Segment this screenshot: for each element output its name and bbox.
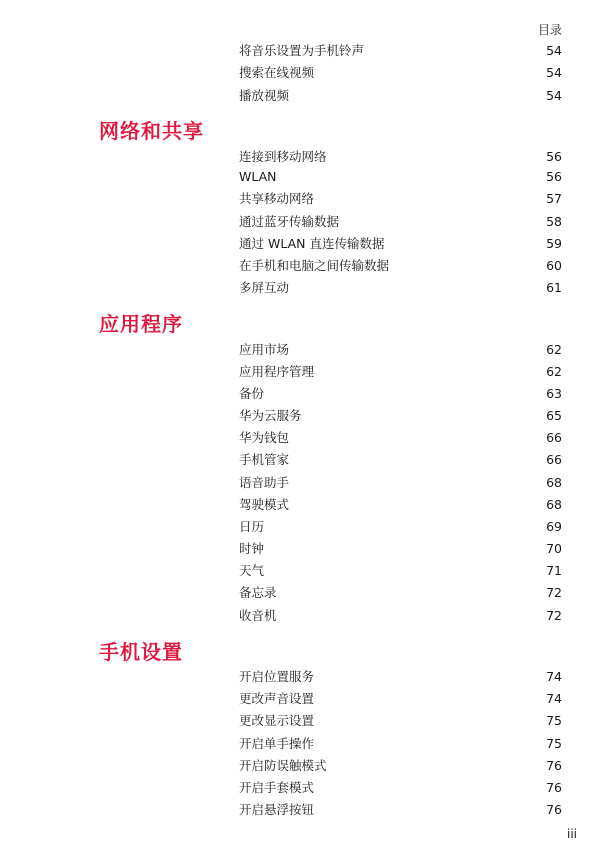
toc-entry-title: 时钟 (239, 541, 265, 556)
toc-entry-page: 66 (546, 451, 562, 467)
toc-entry-title: 将音乐设置为手机铃声 (239, 43, 365, 58)
toc-entry-page: 54 (546, 42, 562, 58)
toc-entry-page: 71 (546, 562, 562, 578)
toc-entry[interactable] (239, 211, 562, 231)
toc-entry-title: 日历 (239, 519, 265, 534)
toc-entry-title: 更改声音设置 (239, 691, 315, 706)
toc-entry[interactable] (239, 85, 562, 105)
toc-entry-title: 天气 (239, 563, 265, 578)
toc-entry[interactable] (239, 339, 562, 359)
toc-entry-title: 驾驶模式 (239, 497, 290, 512)
toc-entry-title: WLAN (239, 168, 277, 184)
toc-entry-page: 60 (546, 257, 562, 273)
toc-entry-page: 56 (546, 168, 562, 184)
toc-entry-page: 75 (546, 712, 562, 728)
toc-entry-page: 72 (546, 584, 562, 600)
toc-entry[interactable] (239, 755, 562, 775)
toc-entry[interactable] (239, 427, 562, 447)
toc-entry[interactable] (239, 666, 562, 686)
toc-entry-title: 搜索在线视频 (239, 65, 315, 80)
toc-entry-title: 播放视频 (239, 88, 290, 103)
toc-entry[interactable] (239, 799, 562, 819)
toc-entry-title: 连接到移动网络 (239, 149, 327, 164)
toc-entry-title: 应用市场 (239, 342, 290, 357)
toc-entry[interactable] (239, 188, 562, 208)
toc-entry[interactable] (239, 383, 562, 403)
toc-entry-page: 65 (546, 407, 562, 423)
toc-entry[interactable] (239, 255, 562, 275)
toc-entry[interactable] (239, 472, 562, 492)
toc-entry-title: 备份 (239, 386, 265, 401)
toc-entry[interactable] (239, 560, 562, 580)
toc-entry-page: 54 (546, 64, 562, 80)
header-label: 目录 (537, 23, 562, 37)
toc-entry-title: 开启悬浮按钮 (239, 802, 315, 817)
toc-entry-page: 58 (546, 213, 562, 229)
toc-entry-page: 72 (546, 607, 562, 623)
toc-entry-page: 61 (546, 279, 562, 295)
toc-entry-page: 70 (546, 540, 562, 556)
toc-entry-title: 手机管家 (239, 452, 290, 467)
toc-entry-title: 华为钱包 (239, 430, 290, 445)
toc-entry[interactable] (239, 233, 562, 253)
toc-entry-page: 54 (546, 87, 562, 103)
toc-entry-title: 开启单手操作 (239, 736, 315, 751)
toc-entry-page: 62 (546, 363, 562, 379)
toc-entry-title: 共享移动网络 (239, 191, 315, 206)
toc-entry[interactable] (239, 516, 562, 536)
toc-entry-page: 76 (546, 779, 562, 795)
toc-entry[interactable] (239, 605, 562, 625)
toc-entry-page: 68 (546, 496, 562, 512)
toc-entry-page: 76 (546, 757, 562, 773)
toc-entry[interactable] (239, 494, 562, 514)
toc-entry-page: 56 (546, 148, 562, 164)
toc-entry-title: 备忘录 (239, 585, 277, 600)
toc-entry[interactable] (239, 582, 562, 602)
toc-entry[interactable] (239, 538, 562, 558)
toc-entry-page: 76 (546, 801, 562, 817)
toc-entry-title: 多屏互动 (239, 280, 290, 295)
toc-entry-title: 开启防误触模式 (239, 758, 327, 773)
toc-entry-page: 59 (546, 235, 562, 251)
toc-entry[interactable] (239, 405, 562, 425)
section-heading: 应用程序 (99, 312, 183, 336)
toc-entry-title: 语音助手 (239, 475, 290, 490)
toc-entry[interactable] (239, 449, 562, 469)
toc-entry-title: 应用程序管理 (239, 364, 315, 379)
toc-entry-title: 开启位置服务 (239, 669, 315, 684)
toc-entry-page: 57 (546, 190, 562, 206)
toc-entry-title: 通过 WLAN 直连传输数据 (239, 236, 385, 251)
toc-entry[interactable] (239, 688, 562, 708)
toc-entry-title: 开启手套模式 (239, 780, 315, 795)
toc-entry[interactable] (239, 146, 562, 166)
toc-entry-title: 收音机 (239, 608, 277, 623)
toc-entry-title: 通过蓝牙传输数据 (239, 214, 340, 229)
toc-entry-title: 华为云服务 (239, 408, 302, 423)
section-heading: 网络和共享 (99, 119, 204, 143)
toc-entry[interactable] (239, 277, 562, 297)
toc-entry-title: 更改显示设置 (239, 713, 315, 728)
toc-entry[interactable] (239, 710, 562, 730)
toc-entry-page: 75 (546, 735, 562, 751)
toc-entry-page: 69 (546, 518, 562, 534)
toc-entry-title: 在手机和电脑之间传输数据 (239, 258, 390, 273)
toc-entry[interactable] (239, 733, 562, 753)
section-heading: 手机设置 (99, 640, 183, 664)
toc-entry-page: 63 (546, 385, 562, 401)
toc-entry[interactable] (239, 62, 562, 82)
toc-entry-page: 62 (546, 341, 562, 357)
toc-entry[interactable] (239, 777, 562, 797)
page-number: iii (566, 827, 577, 841)
toc-entry-page: 66 (546, 429, 562, 445)
toc-entry-page: 74 (546, 668, 562, 684)
toc-entry-page: 74 (546, 690, 562, 706)
toc-entry[interactable] (239, 40, 562, 60)
toc-entry[interactable] (239, 166, 562, 186)
toc-entry-page: 68 (546, 474, 562, 490)
toc-entry[interactable] (239, 361, 562, 381)
